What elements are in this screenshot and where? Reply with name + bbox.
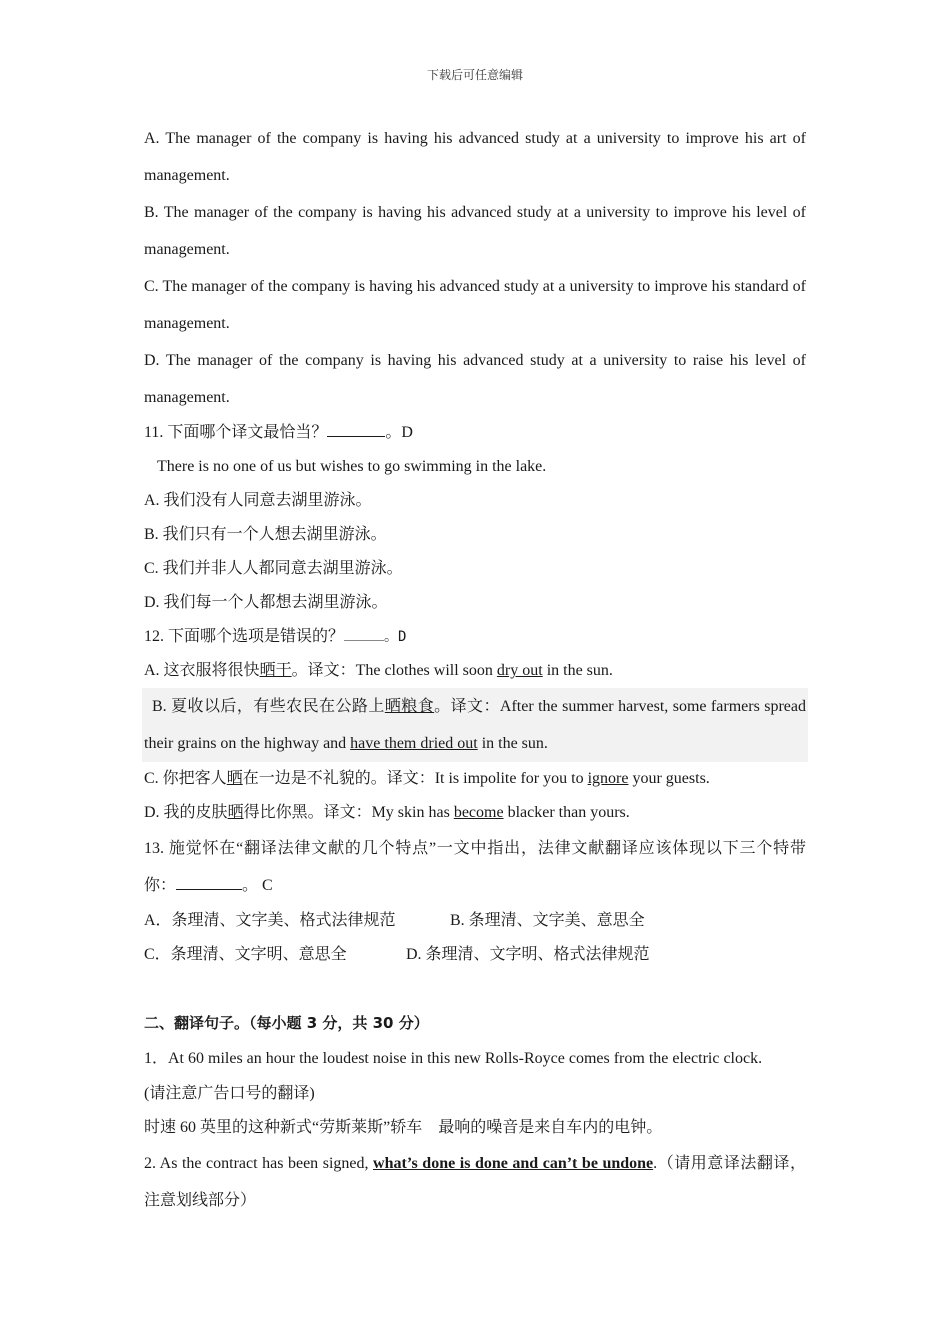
q12-d-underlined-en: become: [453, 804, 504, 821]
q10-option-c: C. The manager of the company is having his advanced study at a university to improve his standard of management.: [144, 278, 806, 332]
q12-b-underlined-cn: 晒粮食: [384, 698, 435, 715]
q13-option-c: C．条理清、文字明、意思全: [144, 946, 347, 963]
q10-option-b: B. The manager of the company is having his advanced study at a university to improve his level of management.: [144, 204, 806, 258]
q12-b-text-end: in the sun.: [477, 735, 548, 752]
s1-note: (请注意广告口号的翻译): [144, 1085, 315, 1102]
s2-sentence: [144, 1145, 806, 1219]
s1-sentence: 1．At 60 miles an hour the loudest noise in this new Rolls-Royce comes from the electric clock.: [144, 1050, 763, 1067]
q10-option-d: D. The manager of the company is having his advanced study at a university to raise his level of management.: [144, 352, 806, 406]
q12-a-translation: 。译文：The clothes will soon: [291, 662, 497, 679]
q12-d-text-end: blacker than yours.: [503, 804, 630, 821]
q13-option-a: A．条理清、文字美、格式法律规范: [144, 912, 396, 929]
q11-sentence: There is no one of us but wishes to go swimming in the lake.: [157, 458, 547, 475]
q11-stem-text: 11. 下面哪个译文最恰当？: [144, 424, 328, 441]
q11-option-a: A. 我们没有人同意去湖里游泳。: [144, 492, 372, 509]
q13-answer: 。 C: [242, 877, 273, 894]
q12-b-translation: 。译文：After the summer harvest, some farmers spread their grains on the highway and: [144, 698, 806, 752]
s2-underlined-phrase: what’s done is done and can’t be undone: [373, 1155, 654, 1172]
q12-c-underlined-en: ignore: [587, 770, 629, 787]
q11-answer: 。D: [385, 424, 413, 441]
q12-answer-blank: [344, 626, 384, 641]
q11-option-d: D. 我们每一个人都想去湖里游泳。: [144, 594, 388, 611]
q12-c-underlined-cn: 晒: [226, 770, 243, 787]
q13-option-b: B. 条理清、文字美、意思全: [450, 912, 645, 929]
q12-a-underlined-cn: 晒干: [259, 662, 292, 679]
q13-options-ab: [144, 904, 806, 938]
q13-options-cd: [144, 938, 806, 972]
q11-option-b: B. 我们只有一个人想去湖里游泳。: [144, 526, 387, 543]
q12-c-translation: 在一边是不礼貌的。译文：It is impolite for you to: [242, 770, 588, 787]
section2-title: 二、翻译句子。（每小题 3 分，共 30 分）: [144, 1014, 429, 1032]
q12-option-b: [142, 688, 808, 762]
q13-option-d: D. 条理清、文字明、格式法律规范: [406, 946, 650, 963]
q12-a-text: A. 这衣服将很快: [144, 662, 260, 679]
q12-a-underlined-en: dry out: [496, 662, 543, 679]
q13-answer-blank: [176, 875, 242, 890]
q11-stem: [144, 416, 806, 450]
q12-d-underlined-cn: 晒: [227, 804, 244, 821]
q12-d-translation: 得比你黑。译文：My skin has: [243, 804, 454, 821]
s1-translation: 时速 60 英里的这种新式“劳斯莱斯”轿车 最响的噪音是来自车内的电钟。: [144, 1119, 663, 1136]
q12-a-text-end: in the sun.: [542, 662, 613, 679]
q11-answer-blank: [327, 422, 385, 437]
q12-b-underlined-en: have them dried out: [350, 735, 478, 752]
s2-instruction: .（请用意译法翻译，注意划线部分）: [144, 1155, 806, 1209]
q13-stem-text: 13. 施觉怀在“翻译法律文献的几个特点”一文中指出，法律文献翻译应该体现以下三个特带你：: [144, 840, 806, 894]
q12-option-d: [144, 796, 806, 830]
page-header: 下载后可任意编辑: [426, 68, 523, 82]
q12-stem-text: 12. 下面哪个选项是错误的？: [144, 628, 345, 645]
section-spacer: [144, 972, 806, 1006]
q13-stem: [144, 830, 806, 904]
q12-answer: 。D: [384, 629, 407, 645]
q10-option-a: A. The manager of the company is having his advanced study at a university to improve his art of management.: [144, 130, 806, 184]
q11-option-c: C. 我们并非人人都同意去湖里游泳。: [144, 560, 403, 577]
s2-text: 2. As the contract has been signed,: [144, 1155, 374, 1172]
q12-stem: [144, 620, 806, 654]
q12-b-text: B. 夏收以后，有些农民在公路上: [152, 698, 385, 715]
q12-d-text: D. 我的皮肤: [144, 804, 228, 821]
q12-c-text-end: your guests.: [628, 770, 710, 787]
q12-option-c: [144, 762, 806, 796]
q12-option-a: [144, 654, 806, 688]
document-body: [144, 120, 806, 1219]
q12-c-text: C. 你把客人: [144, 770, 227, 787]
